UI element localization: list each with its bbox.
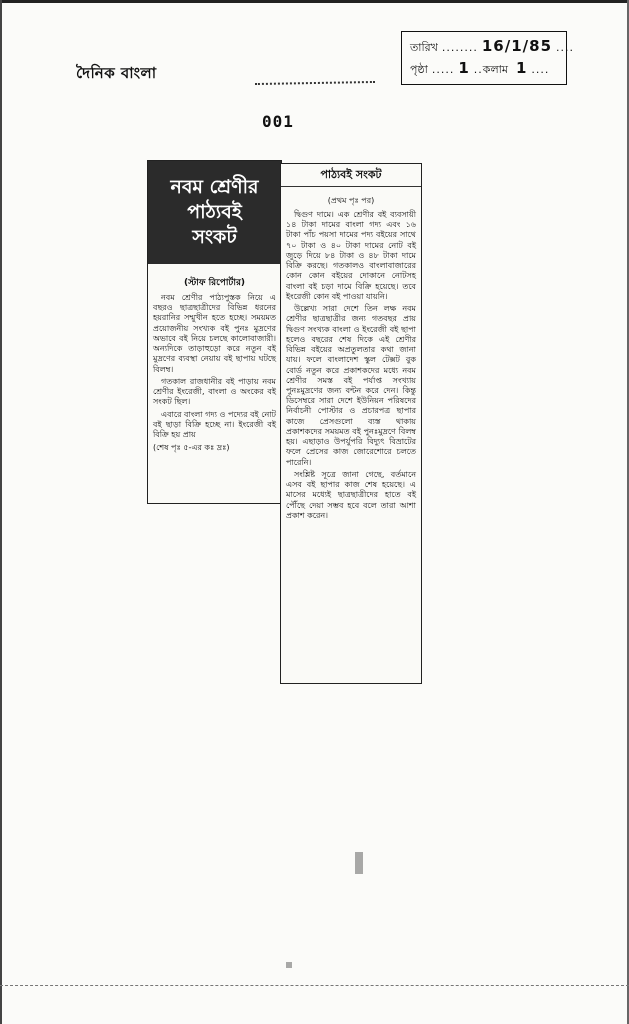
page-label: পৃষ্ঠা [410, 63, 428, 76]
archive-number: 001 [262, 112, 294, 131]
headline-line-2: পাঠ্যবই [187, 201, 242, 224]
page-row [410, 59, 558, 81]
right-column-text [286, 210, 416, 521]
article-clipping-right [280, 163, 422, 684]
scan-smudge [286, 962, 292, 968]
page-value: 1 [458, 59, 470, 77]
paragraph: এবারে বাংলা গদ্য ও পদ্যের বই নোট বই ছাড়া বিক্রি হচ্ছে না। ইংরেজী বই বিক্রি হয় প্রায় [153, 409, 276, 440]
left-column-body [148, 264, 281, 455]
paragraph: গতকাল রাজধানীর বই পাড়ায় নবম শ্রেণীর ইংরেজী, বাংলা ও অংকের বই সংকট ছিল। [153, 376, 276, 407]
page-fold-line [0, 985, 629, 987]
headline-box [148, 161, 281, 264]
dot-leader: .... [556, 41, 575, 54]
byline: (স্টাফ রিপোর্টার) [183, 278, 246, 288]
date-label: তারিখ [410, 41, 438, 54]
headline-line-1: নবম শ্রেণীর [170, 176, 259, 199]
dot-leader: .... [531, 63, 550, 76]
right-column-body [281, 187, 421, 521]
continued-from-note: (প্রথম পৃঃ পর) [327, 196, 375, 205]
date-stamp [401, 31, 575, 85]
date-row [410, 37, 575, 59]
column-value: 1 [515, 59, 528, 77]
paragraph: উল্লেখ্য সারা দেশে তিন লক্ষ নবম শ্রেণীর ছাত্রছাত্রীর জন্য গতবছর প্রায় দ্বিগুণ সংখ্যক বাংলা ও ইংরেজী বই ছাপা হলেও বছরের শেষ দিকে এই শ্রেণীর বিভিন্ন বইয়ের অপ্রতুলতার কথা জানা যায়। ফলে বাংলাদেশ স্কুল টেক্সট বুক বোর্ড নতুন করে প্রকাশকদের মধ্যে নবম শ্রেণীর সমস্ত বই পর্যাপ্ত সংখ্যায় পুনঃমুদ্রণের জন্য বন্টন করে দেন। কিন্তু ডিসেম্বরে সারা দেশে ইউনিয়ন পরিষদের নির্বাচনী পোস্টার ও প্রচারপত্র ছাপার কাজে প্রেসগুলো ব্যস্ত থাকায় প্রকাশকদের সময়মত বই পুনঃমুদ্রণে বিলম্ব হয়। এছাড়াও উপর্যুপরি বিদ্যুৎ বিভ্রাটের ফলে প্রেসের কাজ জোরেশোরে চলতে পারেনি। [286, 304, 416, 467]
paragraph: নবম শ্রেণীর পাঠ্যপুস্তক নিয়ে এ বছরও ছাত্রছাত্রীদের বিভিন্ন ধরনের হয়রানির সম্মুখীন হতে হচ্ছে। সময়মত প্রয়োজনীয় সংখ্যক বই পুনঃ মুদ্রণের অভাবে বই নিয়ে চলছে কালোবাজারী। অন্যদিকে তাড়াহুড়ো করে নতুন বই মুদ্রণের ব্যবস্থা নেয়ায় বই ছাপায় ঘটছে বিলম্ব। [153, 293, 276, 374]
dot-leader: ........ [441, 41, 478, 54]
dot-leader: .. [473, 63, 483, 76]
scan-smudge [355, 852, 363, 874]
page-edge-left [0, 0, 2, 1024]
article-clipping-left [147, 160, 282, 504]
date-value: 16/1/85 [481, 37, 553, 55]
page-edge-top [0, 0, 629, 3]
column-label: কলাম [482, 63, 508, 76]
faded-stamp-mark [255, 81, 375, 95]
newspaper-masthead: দৈনিক বাংলা [76, 64, 157, 82]
dot-leader: ..... [431, 63, 455, 76]
continuation-heading: পাঠ্যবই সংকট [281, 164, 421, 187]
paragraph: সংশ্লিষ্ট সূত্রে জানা গেছে, বর্তমানে এসব বই ছাপার কাজ শেষ হয়েছে। এ মাসের মধ্যেই ছাত্রছাত্রীদের হাতে বই পৌঁছে দেয়া সম্ভব হবে বলে তারা আশা প্রকাশ করেন। [286, 469, 416, 520]
paragraph: দ্বিগুণ দামে। এক শ্রেণীর বই ব্যবসায়ী ১৪ টাকা দামের বাংলা গদ্য এবং ১৬ টাকা পাঁচ পয়সা দামের পদ্য বইয়ের সাথে ৭০ টাকা ও ৪০ টাকা দামের নোট বই জুড়ে দিয়ে ৮৪ টাকা ও ৪৮ টাকা দামে বিক্রি করছে। গতকালও বাংলাবাজারের কোন কোন বইয়ের দোকানে নোটসহ বাংলা বই চড়া দামে বিক্রি হয়েছে। তবে ইংরেজী কোন বই পাওয়া যায়নি। [286, 210, 416, 301]
left-column-text [153, 293, 276, 440]
continued-note: (শেষ পৃঃ ৫-এর কঃ দ্রঃ) [153, 443, 230, 453]
headline-line-3: সংকট [192, 225, 237, 248]
